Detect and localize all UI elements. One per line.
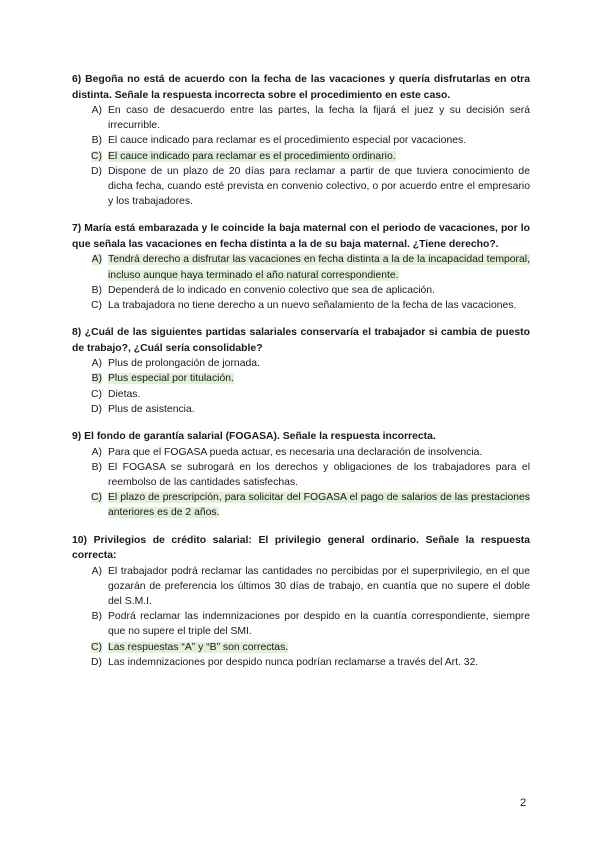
answer-option [72, 103, 530, 133]
option-text-content: Plus especial por titulación. [108, 373, 234, 385]
answer-option [72, 356, 530, 371]
option-text [108, 252, 530, 282]
option-letter [72, 103, 108, 133]
answer-option [72, 402, 530, 417]
option-text-content: Plus de asistencia. [108, 403, 195, 415]
option-text [108, 103, 530, 133]
answer-option [72, 460, 530, 490]
option-text-content: El plazo de prescripción, para solicitar del FOGASA el pago de salarios de las prestaciones anteriores es de 2 años. [108, 492, 530, 519]
option-text-content: Dietas. [108, 388, 141, 400]
answer-option-highlighted [72, 149, 530, 164]
option-letter [72, 490, 108, 520]
option-letter [72, 387, 108, 402]
question-block [72, 429, 530, 521]
option-letter-text: C) [91, 641, 102, 653]
option-letter-text: A) [91, 446, 102, 458]
option-text [108, 640, 530, 655]
option-letter [72, 252, 108, 282]
option-text [108, 402, 530, 417]
options-list [72, 445, 530, 521]
option-text-content: El FOGASA se subrogará en los derechos y obligaciones de los trabajadores para el reembolso de las cantidades satisfechas. [108, 461, 530, 488]
question-block [72, 325, 530, 417]
question-title: 7) María está embarazada y le coincide la baja maternal con el periodo de vacaciones, por lo que señala las vacaciones en fecha distinta a la de su baja maternal. ¿Tiene derecho?. [72, 223, 530, 250]
option-letter-text: B) [91, 373, 102, 385]
option-text [108, 655, 530, 670]
option-text [108, 164, 530, 210]
option-text-content: Tendrá derecho a disfrutar las vacaciones en fecha distinta a la de la incapacidad temporal, incluso aunque haya terminado el año natural correspondiente. [108, 254, 530, 281]
options-list [72, 356, 530, 417]
option-letter-text: D) [91, 403, 102, 415]
document-body [72, 72, 530, 682]
answer-option [72, 283, 530, 298]
option-text-content: Para que el FOGASA pueda actuar, es necesaria una declaración de insolvencia. [108, 446, 483, 458]
option-letter [72, 298, 108, 313]
option-letter-text: D) [91, 165, 102, 177]
options-list [72, 564, 530, 670]
option-text [108, 490, 530, 520]
option-letter-text: B) [91, 461, 102, 473]
answer-option [72, 655, 530, 670]
option-letter-text: A) [91, 105, 102, 116]
answer-option [72, 609, 530, 639]
option-letter [72, 283, 108, 298]
option-text [108, 133, 530, 148]
option-letter-text: A) [91, 358, 102, 370]
option-text [108, 387, 530, 402]
answer-option-highlighted [72, 490, 530, 520]
question-title: 10) Privilegios de crédito salarial: El privilegio general ordinario. Señale la respuesta correcta: [72, 534, 530, 562]
option-letter [72, 564, 108, 610]
option-letter [72, 655, 108, 670]
option-letter [72, 149, 108, 164]
option-text-content: El trabajador podrá reclamar las cantidades no percibidas por el superprivilegio, en el que gozarán de preferencia los últimos 30 días de trabajo, en cuantía que no supere el doble del S.M.I. [108, 565, 530, 607]
answer-option [72, 164, 530, 210]
option-text-content: Podrá reclamar las indemnizaciones por despido en la cuantía correspondiente, siempre que no supere el triple del SMI. [108, 611, 530, 638]
question-title: 6) Begoña no está de acuerdo con la fecha de las vacaciones y quería disfrutarlas en otra distinta. Señale la respuesta incorrecta sobre el procedimiento en este caso. [72, 74, 530, 101]
option-text-content: La trabajadora no tiene derecho a un nuevo señalamiento de la fecha de las vacaciones. [108, 300, 517, 312]
answer-option-highlighted [72, 371, 530, 386]
option-letter [72, 133, 108, 148]
question-block [72, 533, 530, 670]
option-letter [72, 609, 108, 639]
option-letter [72, 371, 108, 386]
option-text-content: El cauce indicado para reclamar es el procedimiento ordinario. [108, 150, 396, 162]
question-title: 9) El fondo de garantía salarial (FOGASA). Señale la respuesta incorrecta. [72, 431, 436, 443]
option-text [108, 609, 530, 639]
option-text-content: El cauce indicado para reclamar es el procedimiento especial por vacaciones. [108, 135, 467, 147]
option-text-content: En caso de desacuerdo entre las partes, la fecha la fijará el juez y su decisión será irrecurrible. [108, 105, 530, 132]
answer-option [72, 387, 530, 402]
page-number: 2 [520, 797, 527, 809]
option-letter-text: C) [91, 150, 102, 162]
option-text-content: Dependerá de lo indicado en convenio colectivo que sea de aplicación. [108, 284, 435, 296]
option-text [108, 460, 530, 490]
option-letter-text: B) [91, 611, 102, 623]
question-title: 8) ¿Cuál de las siguientes partidas salariales conservaría el trabajador si cambia de puesto de trabajo?, ¿Cuál sería consolidable? [72, 327, 530, 354]
option-text [108, 445, 530, 460]
option-letter [72, 460, 108, 490]
option-letter-text: A) [91, 565, 102, 577]
answer-option [72, 445, 530, 460]
answer-option-highlighted [72, 252, 530, 282]
option-letter-text: C) [91, 388, 102, 400]
answer-option [72, 564, 530, 610]
option-letter-text: C) [91, 492, 102, 504]
option-letter-text: C) [91, 300, 102, 312]
option-text [108, 371, 530, 386]
option-letter-text: B) [91, 135, 102, 147]
option-letter [72, 164, 108, 210]
option-text-content: Las indemnizaciones por despido nunca podrían reclamarse a través del Art. 32. [108, 656, 479, 668]
option-letter [72, 356, 108, 371]
option-text [108, 283, 530, 298]
option-letter-text: A) [91, 254, 102, 266]
question-block [72, 221, 530, 313]
options-list [72, 103, 530, 209]
option-text-content: Las respuestas “A” y “B” son correctas. [108, 641, 289, 653]
option-text [108, 149, 530, 164]
options-list [72, 252, 530, 313]
option-text [108, 356, 530, 371]
option-letter [72, 402, 108, 417]
option-letter-text: D) [91, 656, 102, 668]
option-text-content: Dispone de un plazo de 20 días para reclamar a partir de que tuviera conocimiento de dicha fecha, cuando esté prevista en convenio colectivo, o por acuerdo entre el empresario y los trabajadores. [108, 165, 530, 208]
option-text [108, 298, 530, 313]
answer-option [72, 298, 530, 313]
option-letter [72, 640, 108, 655]
answer-option-highlighted [72, 640, 530, 655]
option-letter [72, 445, 108, 460]
option-text-content: Plus de prolongación de jornada. [108, 358, 260, 370]
answer-option [72, 133, 530, 148]
option-letter-text: B) [91, 284, 102, 296]
question-block [72, 72, 530, 209]
option-text [108, 564, 530, 610]
